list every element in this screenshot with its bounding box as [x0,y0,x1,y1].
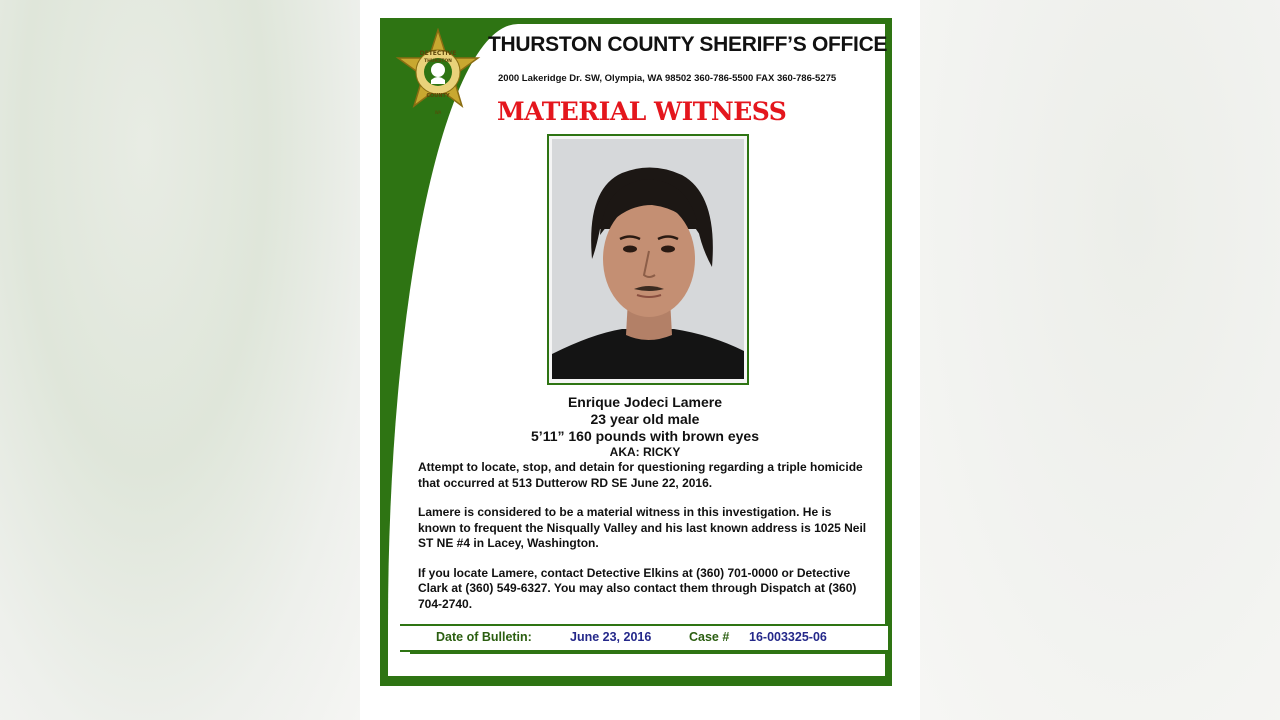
bulletin-date-label: Date of Bulletin: [436,630,532,644]
case-number-label: Case # [689,630,730,644]
agency-address: 2000 Lakeridge Dr. SW, Olympia, WA 98502 360-786-5500 FAX 360-786-5275 [498,73,837,84]
paragraph-instruction: Attempt to locate, stop, and detain for questioning regarding a triple homicide that occurred at 513 Dutterow RD SE June 22, 2016. [418,460,863,490]
bulletin-footer-bar [410,652,886,680]
bulletin-date-value: June 23, 2016 [570,630,652,644]
badge-middle-text: THURSTON [424,59,452,64]
background-blur-right [920,0,1280,720]
bulletin-body [418,460,870,626]
subject-info [400,394,890,460]
badge-bottom-text: COUNTY [426,93,450,99]
notice-type-heading: MATERIAL WITNESS [497,97,787,126]
subject-description: 5’11” 160 pounds with brown eyes [531,428,759,444]
subject-portrait-icon [552,139,744,379]
subject-age-sex: 23 year old male [590,411,700,427]
subject-name: Enrique Jodeci Lamere [567,394,723,410]
sheriff-badge-icon [392,28,484,122]
badge-top-text: DETECTIVE [419,50,457,57]
subject-aka: AKA: RICKY [609,445,681,459]
badge-state-text: WA [434,110,442,115]
case-number-value: 16-003325-06 [749,630,827,644]
subject-photo [552,139,744,379]
agency-title: THURSTON COUNTY SHERIFF’S OFFICE [488,33,888,56]
paragraph-witness-info: Lamere is considered to be a material witness in this investigation. He is known to frequent the Nisqually Valley and his last known address is 1025 Neil ST NE #4 in Lacey, Washington. [418,505,867,550]
background-blur-left [0,0,360,720]
paragraph-contact: If you locate Lamere, contact Detective Elkins at (360) 701-0000 or Detective Clark at (360) 549-6327. You may also contact them through Dispatch at (360) 704-2740. [418,565,857,611]
